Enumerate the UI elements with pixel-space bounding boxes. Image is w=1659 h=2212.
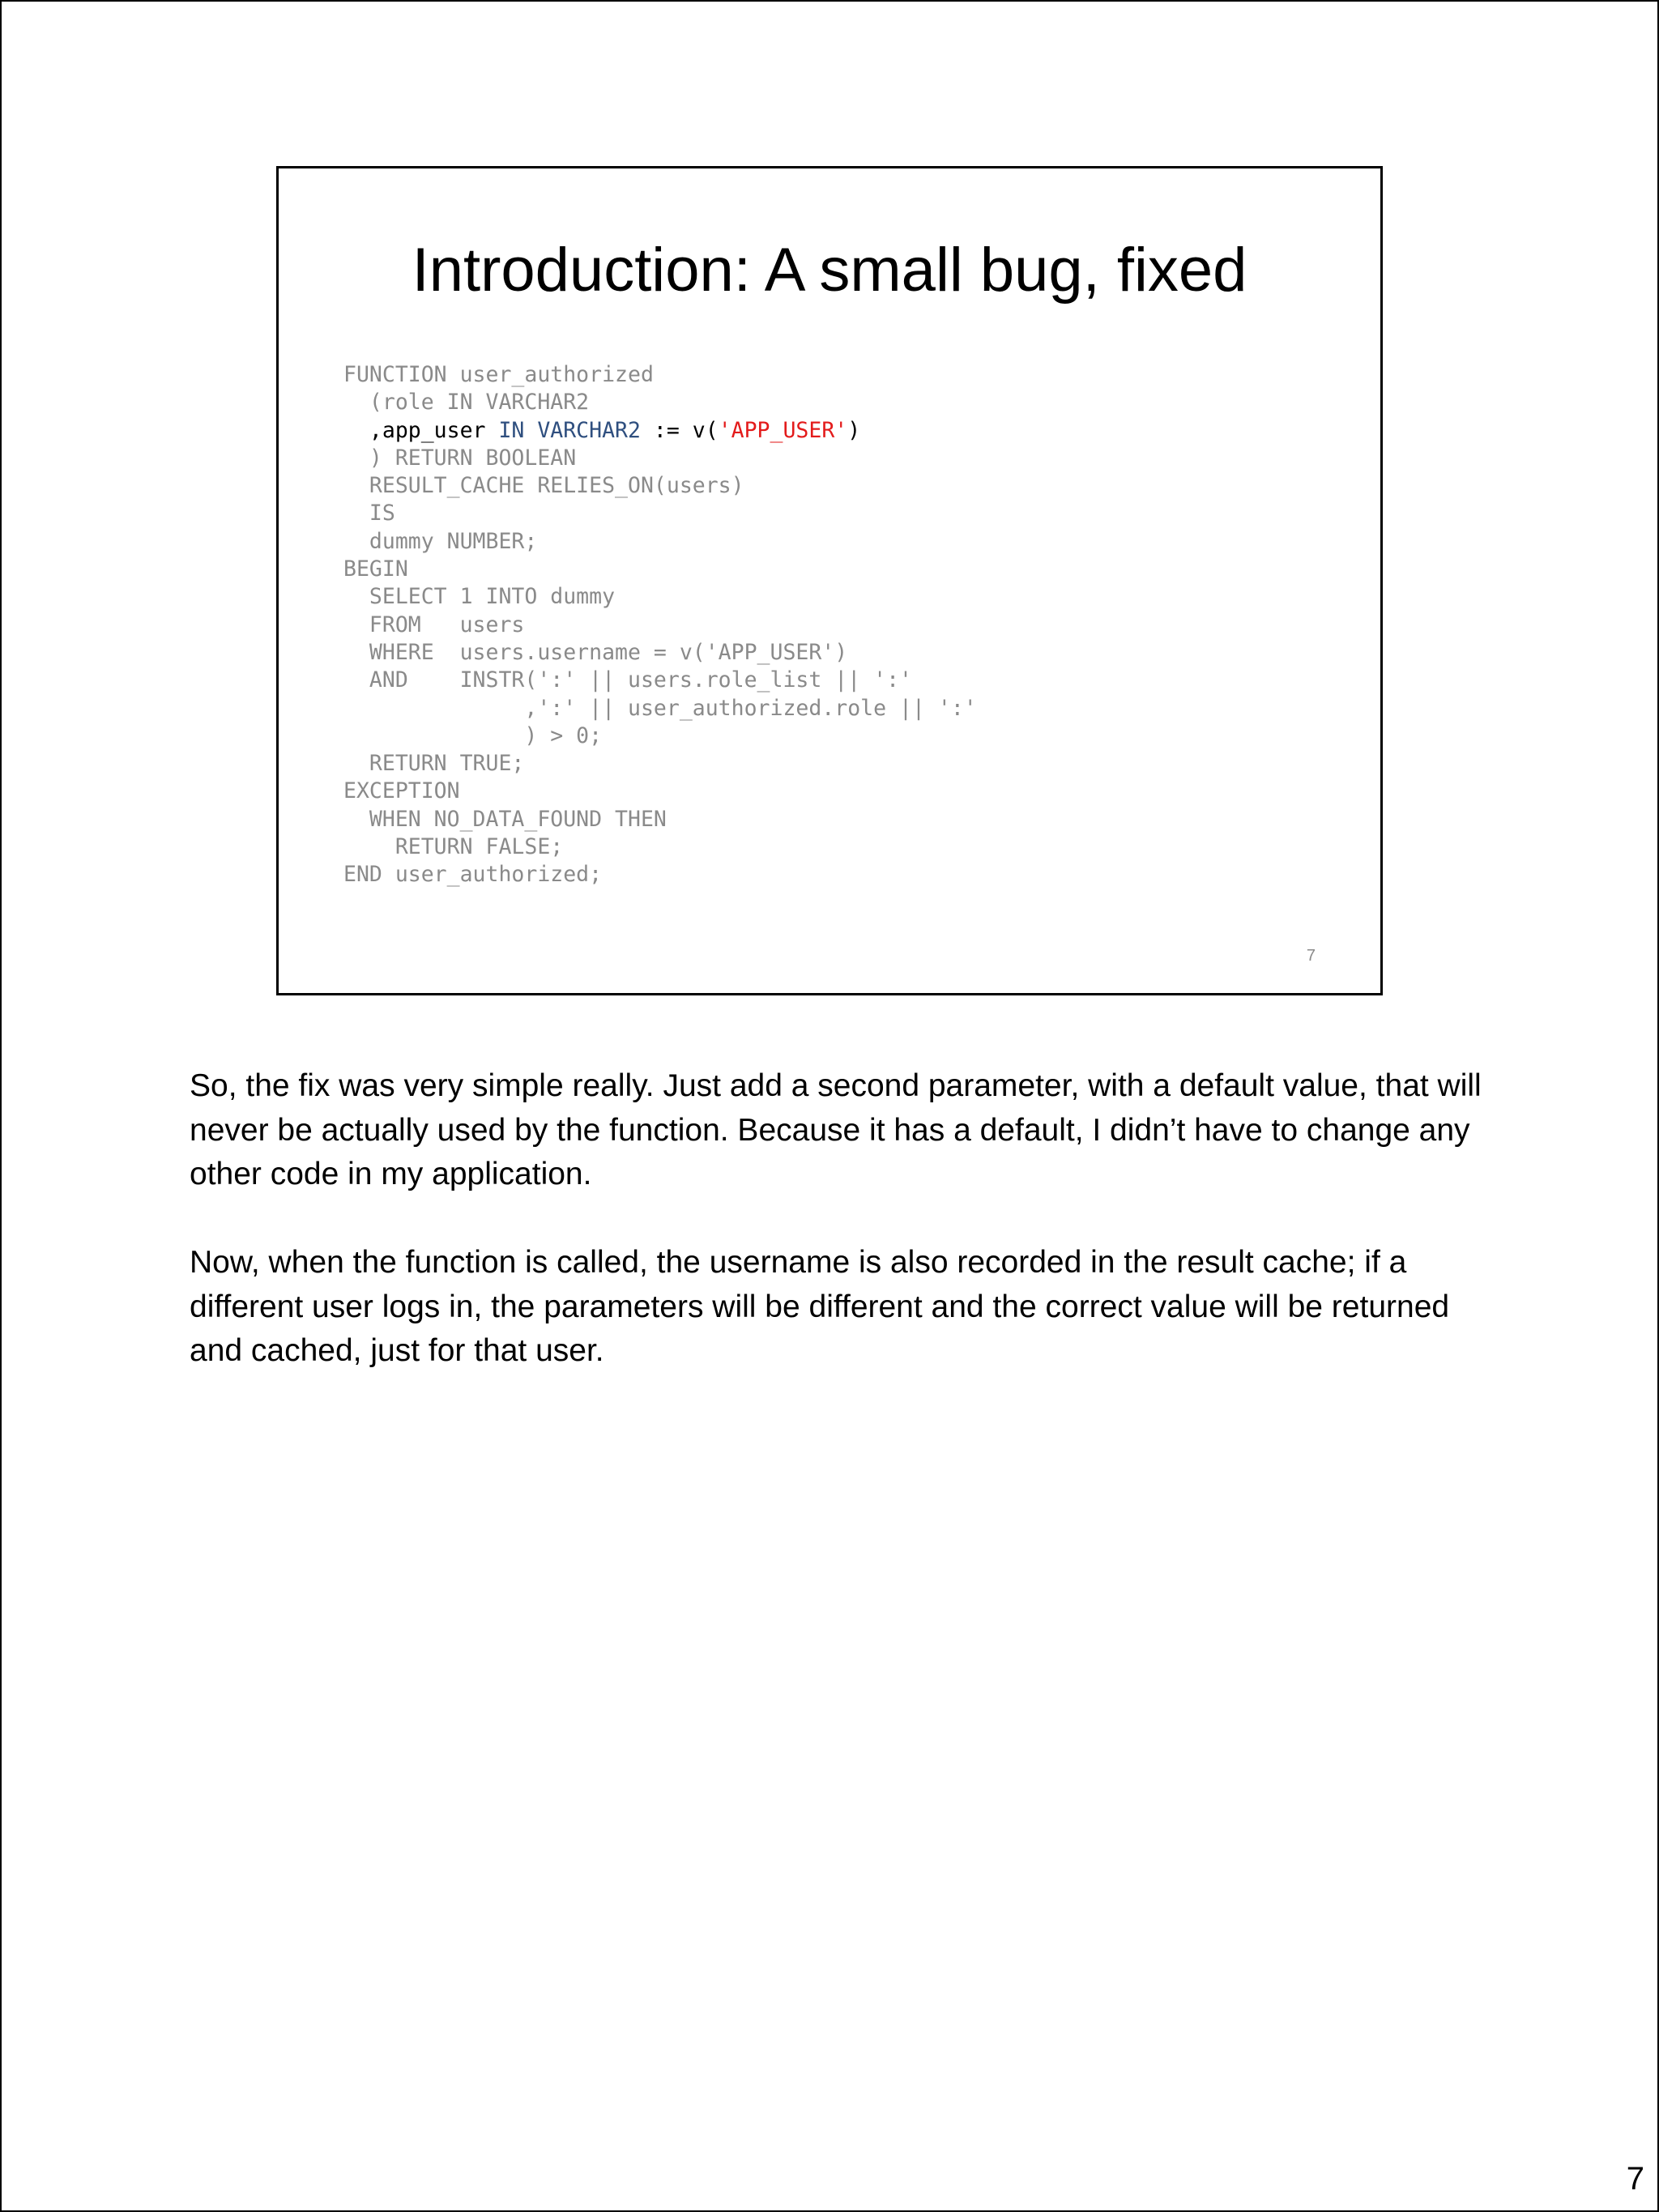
- code-token: ) RETURN BOOLEAN: [343, 445, 577, 471]
- code-line: [343, 778, 977, 805]
- code-line: [343, 695, 977, 722]
- code-line: [343, 528, 977, 556]
- notes-paragraph: Now, when the function is called, the username is also recorded in the result cache; if a different user logs in, the parameters will be different and the correct value will be returned and cached, just for that user.: [190, 1245, 1450, 1368]
- code-line: [343, 639, 977, 667]
- code-line: [343, 667, 977, 694]
- code-token: END user_authorized;: [343, 862, 603, 888]
- code-token: RETURN FALSE;: [343, 834, 564, 860]
- code-token: := v(: [640, 417, 719, 443]
- code-token: BEGIN: [343, 556, 408, 582]
- code-line: [343, 389, 977, 416]
- code-token: WHEN NO_DATA_FOUND THEN: [343, 806, 667, 832]
- code-token: dummy NUMBER;: [343, 528, 538, 554]
- code-line: [343, 445, 977, 472]
- slide-number: 7: [1306, 947, 1316, 965]
- code-line: [343, 472, 977, 500]
- slide-title: Introduction: A small bug, fixed: [412, 236, 1247, 305]
- code-line: [343, 722, 977, 750]
- code-line: [343, 500, 977, 527]
- code-line: [343, 583, 977, 611]
- code-token: 'APP_USER': [718, 417, 848, 443]
- code-line: [343, 806, 977, 833]
- code-token: RETURN TRUE;: [343, 751, 525, 777]
- code-line: [343, 833, 977, 861]
- speaker-notes: [190, 1064, 1486, 1417]
- code-token: IN VARCHAR2: [498, 417, 641, 443]
- code-line: [343, 417, 977, 445]
- code-line: [343, 861, 977, 889]
- notes-paragraph: So, the fix was very simple really. Just add a second parameter, with a default value, that will never be actually used by the function. Because it has a default, I didn’t have to change any other code in my application.: [190, 1068, 1482, 1191]
- code-line: [343, 750, 977, 778]
- code-token: ): [847, 417, 861, 443]
- code-line: [343, 612, 977, 639]
- code-token: IS: [343, 501, 395, 526]
- code-token: ,':' || user_authorized.role || ':': [343, 695, 977, 721]
- code-token: AND INSTR(':' || users.role_list || ':': [343, 667, 912, 693]
- code-token: (role IN VARCHAR2: [343, 390, 590, 416]
- code-token: ,app_user: [343, 417, 499, 443]
- code-line: [343, 361, 977, 389]
- code-token: RESULT_CACHE RELIES_ON(users): [343, 473, 744, 499]
- code-token: SELECT 1 INTO dummy: [343, 584, 616, 610]
- code-token: FUNCTION user_authorized: [343, 362, 654, 387]
- code-token: WHERE users.username = v('APP_USER'): [343, 639, 848, 665]
- code-token: EXCEPTION: [343, 778, 460, 804]
- page-number: 7: [1626, 2161, 1644, 2197]
- code-line: [343, 556, 977, 583]
- code-token: FROM users: [343, 612, 525, 637]
- code-token: ) > 0;: [343, 722, 603, 748]
- code-block: [343, 361, 977, 889]
- slide-thumbnail: [276, 166, 1383, 995]
